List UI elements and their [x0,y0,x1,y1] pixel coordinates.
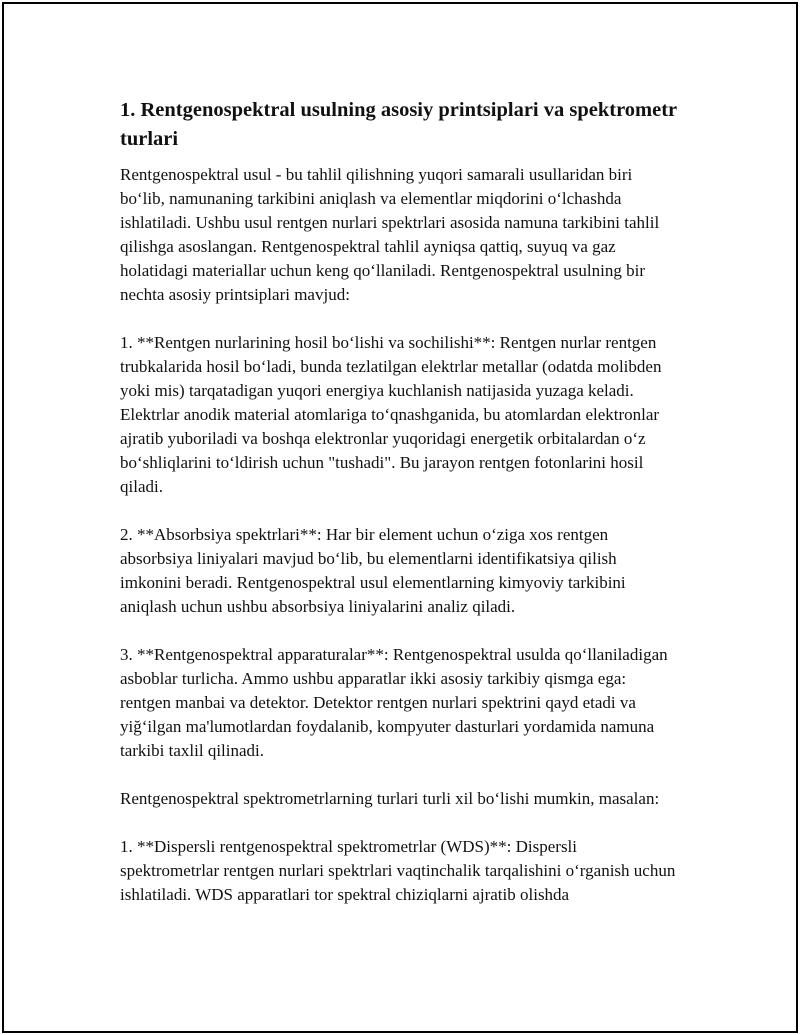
spectrometer-type-1-paragraph: 1. **Dispersli rentgenospektral spektrometrlar (WDS)**: Dispersli spektrometrlar rentgen nurlari spektrlari vaqtinchalik tarqalishini o‘rganish uchun ishlatiladi. WDS apparatlari tor spektral chiziqlarni ajratib olishda [120,837,676,904]
spectrometer-types-intro-paragraph: Rentgenospektral spektrometrlarning turlari turli xil bo‘lishi mumkin, masalan: [120,789,660,808]
document-page [2,2,798,1033]
principle-3-paragraph: 3. **Rentgenospektral apparaturalar**: Rentgenospektral usulda qo‘llaniladigan asboblar turlicha. Ammo ushbu apparatlar ikki asosiy tarkibiy qismga ega: rentgen manbai va detektor. Detektor rentgen nurlari spektrini qayd etadi va yiğ‘ilgan ma'lumotlardan foydalanib, kompyuter dasturlari yordamida namuna tarkibi taxlil qilinadi. [120,645,668,760]
intro-paragraph: Rentgenospektral usul - bu tahlil qilishning yuqori samarali usullaridan biri bo‘lib, namunaning tarkibini aniqlash va elementlar miqdorini o‘lchashda ishlatiladi. Ushbu usul rentgen nurlari spektrlari asosida namuna tarkibini tahlil qilishga asoslangan. Rentgenospektral tahlil ayniqsa qattiq, suyuq va gaz holatidagi materiallar uchun keng qo‘llaniladi. Rentgenospektral usulning bir nechta asosiy printsiplari mavjud: [120,165,660,304]
principle-2-paragraph: 2. **Absorbsiya spektrlari**: Har bir element uchun o‘ziga xos rentgen absorbsiya liniyalari mavjud bo‘lib, bu elementlarni identifikatsiya qilish imkonini beradi. Rentgenospektral usul elementlarning kimyoviy tarkibini aniqlash uchun ushbu absorbsiya liniyalarini analiz qiladi. [120,525,626,616]
document-body [120,96,680,931]
principle-1-paragraph: 1. **Rentgen nurlarining hosil bo‘lishi va sochilishi**: Rentgen nurlar rentgen trubkalarida hosil bo‘ladi, bunda tezlatilgan elektrlar metallar (odatda molibden yoki mis) tarqatadigan yuqori energiya kuchlanish natijasida yuzaga keladi. Elektrlar anodik material atomlariga to‘qnashganida, bu atomlardan elektronlar ajratib yuboriladi va boshqa elektronlar yuqoridagi energetik orbitalardan o‘z bo‘shliqlarini to‘ldirish uchun "tushadi". Bu jarayon rentgen fotonlarini hosil qiladi. [120,333,662,496]
section-heading: 1. Rentgenospektral usulning asosiy printsiplari va spektrometr turlari [120,99,677,150]
